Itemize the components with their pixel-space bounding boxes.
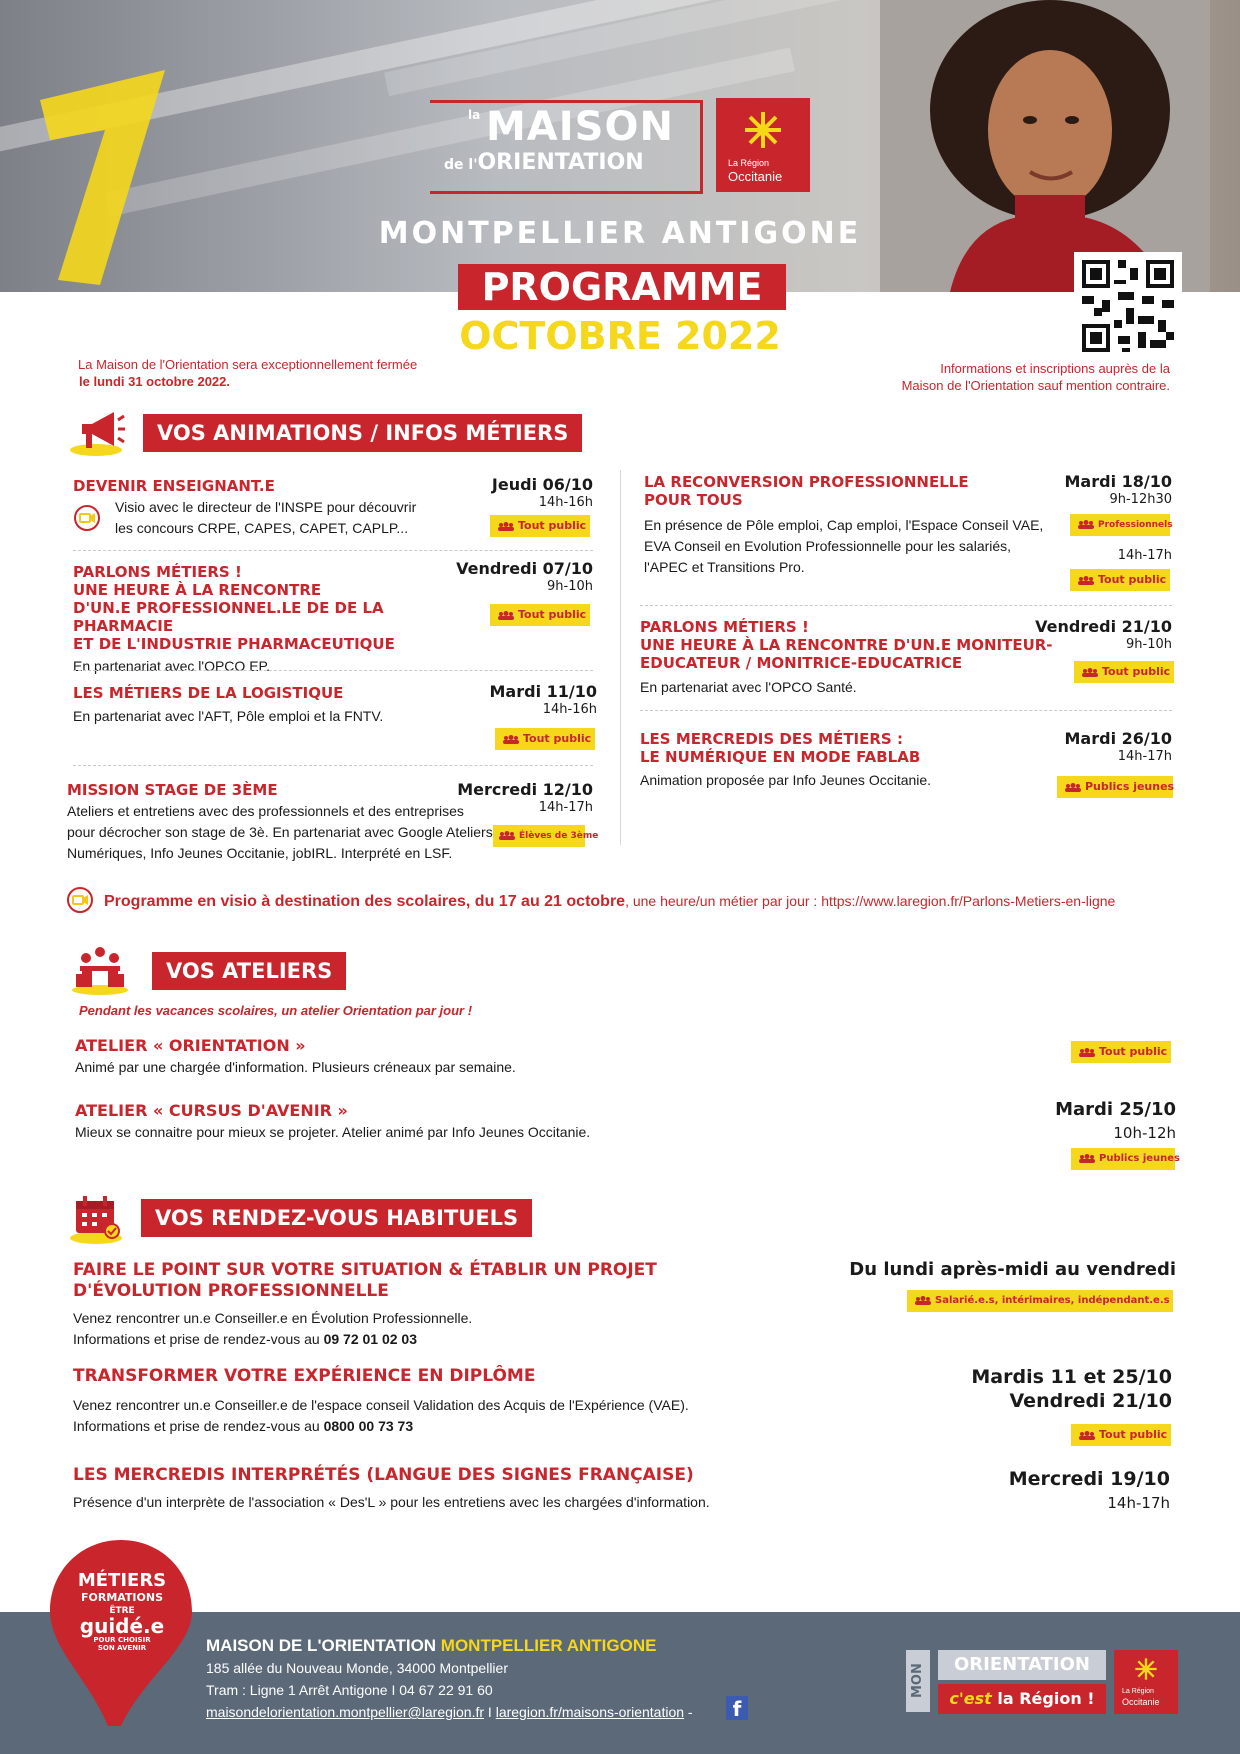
event-date: Mardis 11 et 25/10	[971, 1366, 1172, 1388]
event-time: 14h-17h	[1117, 749, 1172, 764]
event-pharmacie: PARLONS MÉTIERS ! UNE HEURE À LA RENCONTRE D'UN.E PROFESSIONNEL.LE DE DE LA PHARMACIE ET DE L'INDUSTRIE PHARMACEUTIQUE En partenariat avec l'OPCO EP.	[73, 563, 395, 674]
event-date: Vendredi 21/10	[1035, 617, 1172, 636]
audience-badge: Tout public	[1071, 1041, 1171, 1063]
audience-badge: Professionnels	[1070, 514, 1170, 536]
event-date: Du lundi après-midi au vendredi	[849, 1259, 1176, 1280]
yellow-brush-stroke	[30, 60, 170, 290]
mon-orientation-label: ORIENTATION	[938, 1650, 1106, 1680]
event-time: 9h-10h	[1126, 637, 1172, 652]
section-title-ateliers: VOS ATELIERS	[152, 952, 346, 990]
qr-code[interactable]	[1074, 252, 1182, 360]
rdv-evolution-pro: FAIRE LE POINT SUR VOTRE SITUATION & ÉTABLIR UN PROJET D'ÉVOLUTION PROFESSIONNELLE Venez rencontrer un.e Conseiller.e en Évolution Professionnelle. Informations et prise de rendez-vous au 09 72 01 02 03	[73, 1260, 657, 1347]
video-call-icon	[73, 504, 101, 532]
footer-links: maisondelorientation.montpellier@laregion.fr I laregion.fr/maisons-orientation -	[206, 1704, 693, 1720]
closure-notice: La Maison de l'Orientation sera exceptionnellement fermée le lundi 31 octobre 2022.	[78, 357, 418, 389]
event-date: Vendredi 07/10	[456, 559, 593, 578]
separator	[640, 605, 1172, 606]
event-time: 14h-17h	[1107, 1494, 1170, 1512]
event-title: DEVENIR ENSEIGNANT.E	[73, 477, 275, 495]
atelier-cursus: ATELIER « CURSUS D'AVENIR » Mieux se connaitre pour mieux se projeter. Atelier animé par Info Jeunes Occitanie.	[75, 1101, 591, 1140]
separator	[73, 670, 593, 671]
audience-badge: Tout public	[1070, 569, 1170, 591]
event-date: Mardi 25/10	[1055, 1099, 1176, 1120]
people-icon	[499, 831, 515, 840]
workshop-people-icon	[72, 944, 128, 996]
mon-label: MON	[906, 1650, 930, 1712]
event-time: 14h-17h	[538, 800, 593, 815]
people-icon	[1079, 1154, 1095, 1163]
visio-link[interactable]: , une heure/un métier par jour : https://www.laregion.fr/Parlons-Metiers-en-ligne	[625, 893, 1116, 909]
people-icon	[503, 735, 519, 744]
event-date: Mercredi 19/10	[1008, 1468, 1170, 1490]
phone-number[interactable]: 0800 00 73 73	[323, 1418, 414, 1434]
cest-la-region-label: c'est la Région !	[938, 1684, 1106, 1714]
event-date: Mardi 26/10	[1064, 729, 1172, 748]
region-occitanie-logo: La Région Occitanie	[1114, 1650, 1178, 1714]
event-stage: MISSION STAGE DE 3ÈME Ateliers et entretiens avec des professionnels et des entreprises pour décrocher son stage de 3è. En partenariat avec Google Ateliers Numériques, Info Jeunes Occitanie, jobIRL. Interprété en LSF.	[67, 781, 493, 861]
logo-orientation: de l'ORIENTATION	[444, 150, 644, 175]
people-icon	[915, 1296, 931, 1305]
programme-title: PROGRAMME	[458, 264, 786, 310]
audience-badge: Tout public	[1071, 1424, 1171, 1446]
pin-text: MÉTIERS FORMATIONS ÊTRE guidé.e POUR CHOISIR SON AVENIR	[77, 1570, 167, 1652]
event-time: 14h-17h	[1117, 548, 1172, 563]
audience-badge: Tout public	[1074, 661, 1174, 683]
event-time: 9h-12h30	[1109, 492, 1172, 507]
audience-badge: Publics jeunes	[1057, 776, 1173, 798]
event-time: 10h-12h	[1113, 1124, 1176, 1142]
occitan-cross-icon	[738, 108, 788, 152]
event-reconversion: LA RECONVERSION PROFESSIONNELLE POUR TOUS En présence de Pôle emploi, Cap emploi, l'Espace Conseil VAE, EVA Conseil en Evolution Professionnelle pour les salariés, l'APEC et Transitions Pro.	[644, 473, 1044, 575]
ateliers-subtitle: Pendant les vacances scolaires, un atelier Orientation par jour !	[79, 1003, 473, 1018]
section-title-animations: VOS ANIMATIONS / INFOS MÉTIERS	[143, 414, 582, 452]
logo-maison: MAISON	[486, 104, 674, 150]
logo-la: la	[468, 108, 481, 122]
separator	[640, 710, 1172, 711]
audience-badge: Salarié.e.s, intérimaires, indépendant.e.s	[907, 1290, 1173, 1312]
event-time: 14h-16h	[542, 702, 597, 717]
people-icon	[1079, 1048, 1095, 1057]
info-notice: Informations et inscriptions auprès de la Maison de l'Orientation sauf mention contraire.	[901, 361, 1170, 393]
city-title: MONTPELLIER ANTIGONE	[378, 216, 862, 251]
audience-badge: Tout public	[490, 515, 590, 537]
section-title-rdv: VOS RENDEZ-VOUS HABITUELS	[141, 1199, 532, 1237]
video-call-icon	[66, 886, 94, 914]
people-icon	[1078, 576, 1094, 585]
facebook-icon[interactable]: f	[726, 1696, 748, 1720]
event-date: Mardi 11/10	[489, 682, 597, 701]
audience-badge: Tout public	[490, 604, 590, 626]
event-date: Jeudi 06/10	[491, 475, 593, 494]
atelier-orientation: ATELIER « ORIENTATION » Animé par une chargée d'information. Plusieurs créneaux par semaine.	[75, 1036, 516, 1075]
event-moniteur: PARLONS MÉTIERS ! UNE HEURE À LA RENCONTRE D'UN.E MONITEUR- EDUCATEUR / MONITRICE-EDUCATRICE En partenariat avec l'OPCO Santé.	[640, 618, 1053, 695]
event-enseignant	[73, 477, 473, 495]
audience-badge: Tout public	[495, 728, 595, 750]
footer-title: MAISON DE L'ORIENTATION MONTPELLIER ANTIGONE	[206, 1636, 657, 1655]
audience-badge: Élèves de 3ème	[493, 825, 585, 847]
event-date: Mercredi 12/10	[457, 780, 593, 799]
people-icon	[498, 611, 514, 620]
rdv-vae: TRANSFORMER VOTRE EXPÉRIENCE EN DIPLÔME Venez rencontrer un.e Conseiller.e de l'espace conseil Validation des Acquis de l'Expérience (VAE). Informations et prise de rendez-vous au 0800 00 73 73	[73, 1366, 689, 1434]
event-time: 9h-10h	[547, 579, 593, 594]
separator	[73, 550, 593, 551]
website-link[interactable]: laregion.fr/maisons-orientation	[495, 1704, 685, 1720]
calendar-icon	[70, 1193, 126, 1245]
event-date: Mardi 18/10	[1064, 472, 1172, 491]
footer-tram: Tram : Ligne 1 Arrêt Antigone I 04 67 22 91 60	[206, 1682, 493, 1698]
people-icon	[1078, 520, 1094, 529]
people-icon	[1082, 668, 1098, 677]
event-date: Vendredi 21/10	[1009, 1390, 1172, 1412]
footer-address: 185 allée du Nouveau Monde, 34000 Montpellier	[206, 1660, 508, 1676]
people-icon	[1065, 783, 1081, 792]
visio-programme-text: Programme en visio à destination des scolaires, du 17 au 21 octobre, une heure/un métier par jour : https://www.laregion.fr/Parlons-Metiers-en-ligne	[104, 893, 1116, 910]
people-icon	[498, 522, 514, 531]
audience-badge: Publics jeunes	[1071, 1148, 1175, 1170]
email-link[interactable]: maisondelorientation.montpellier@laregion.fr	[206, 1704, 485, 1720]
event-time: 14h-16h	[538, 495, 593, 510]
phone-number[interactable]: 09 72 01 02 03	[323, 1331, 417, 1347]
column-divider	[620, 470, 621, 845]
event-logistique: LES MÉTIERS DE LA LOGISTIQUE En partenariat avec l'AFT, Pôle emploi et la FNTV.	[73, 684, 384, 724]
event-text: Visio avec le directeur de l'INSPE pour découvrir les concours CRPE, CAPES, CAPET, CAPLP...	[115, 499, 417, 536]
event-fablab: LES MERCREDIS DES MÉTIERS : LE NUMÉRIQUE EN MODE FABLAB Animation proposée par Info Jeunes Occitanie.	[640, 730, 932, 788]
megaphone-icon	[70, 406, 126, 458]
people-icon	[1079, 1431, 1095, 1440]
month-title: OCTOBRE 2022	[459, 314, 781, 358]
woman-photo	[880, 0, 1210, 292]
region-occitanie-logo: La Région Occitanie	[716, 98, 810, 192]
rdv-lsf: LES MERCREDIS INTERPRÉTÉS (LANGUE DES SIGNES FRANÇAISE) Présence d'un interprète de l'association « Des'L » pour les entretiens avec les chargées d'information.	[73, 1465, 710, 1510]
separator	[73, 765, 593, 766]
occitan-cross-icon	[1131, 1656, 1161, 1682]
